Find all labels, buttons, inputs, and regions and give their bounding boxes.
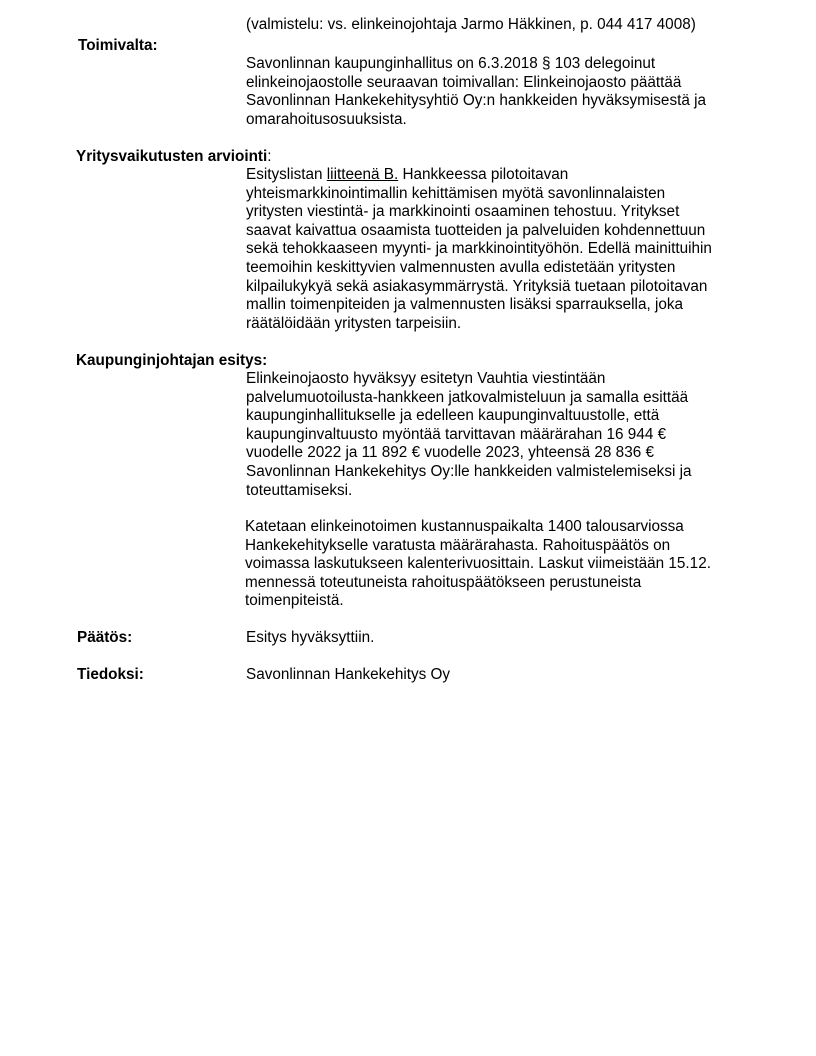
section-body-toimivalta xyxy=(246,55,746,129)
text-line: vuodelle 2022 ja 11 892 € vuodelle 2023, yhteensä 28 836 € xyxy=(246,444,654,462)
text-fragment: Esityslistan xyxy=(246,166,327,183)
section-label-esitys: Kaupunginjohtajan esitys: xyxy=(76,352,268,369)
text-line: kaupunginvaltuusto myöntää tarvittavan määrärahan 16 944 € xyxy=(246,425,667,443)
section-body-tiedoksi xyxy=(246,666,746,685)
text-line: yhteismarkkinointimallin kehittämisen myötä savonlinnalaisten xyxy=(246,184,666,202)
text-line: teemoihin keskittyvien valmennusten avulla edistetään yritysten xyxy=(246,258,676,276)
section-body-esitys-paragraph-2 xyxy=(245,518,745,611)
text-line: yritysten viestintä- ja markkinointi osaaminen tehostuu. Yritykset xyxy=(246,203,680,221)
section-label-text: Yritysvaikutusten arviointi xyxy=(76,148,268,165)
text-line: Savonlinnan Hankekehitys Oy:lle hankkeiden valmistelemiseksi ja xyxy=(246,462,692,480)
text-line: sekä tehokkaaseen myynti- ja markkinointityöhön. Edellä mainittuihin xyxy=(246,240,712,258)
text-line: räätälöidään yritysten tarpeisiin. xyxy=(246,314,462,332)
text-line: palvelumuotoilusta-hankkeen jatkovalmisteluun ja samalla esittää xyxy=(246,388,689,406)
text-line: kaupunginhallitukselle ja edelleen kaupunginvaltuustolle, että xyxy=(246,407,660,425)
text-line: mennessä toteutuneista rahoituspäätökseen perustuneista xyxy=(245,573,642,591)
text-line: kilpailukykyä sekä asiakasymmärrystä. Yrityksiä tuetaan pilotoitavan xyxy=(246,277,708,295)
text-line: saavat kaivattua osaamista tuotteiden ja palveluiden kohdennettuun xyxy=(246,221,706,239)
preparation-note-text: (valmistelu: vs. elinkeinojohtaja Jarmo Häkkinen, p. 044 417 4008) xyxy=(246,16,696,33)
text-line: elinkeinojaostolle seuraavan toimivallan: Elinkeinojaosto päättää xyxy=(246,73,682,91)
attachment-link[interactable]: liitteenä B. xyxy=(326,166,399,183)
preparation-note xyxy=(246,16,746,35)
text-fragment: Hankkeessa pilotoitavan xyxy=(398,166,569,183)
section-label-tiedoksi: Tiedoksi: xyxy=(77,666,144,683)
section-label-yritysvaikutukset xyxy=(76,148,272,167)
text-line: Katetaan elinkeinotoimen kustannuspaikalta 1400 talousarviossa xyxy=(245,518,684,535)
section-label-toimivalta: Toimivalta: xyxy=(78,37,158,54)
section-label-paatos: Päätös: xyxy=(77,629,133,646)
recipient-text: Savonlinnan Hankekehitys Oy xyxy=(246,666,451,683)
decision-text: Esitys hyväksyttiin. xyxy=(246,629,375,646)
section-body-esitys-paragraph-1 xyxy=(246,370,746,500)
text-line: Elinkeinojaosto hyväksyy esitetyn Vauhtia viestintään xyxy=(246,370,606,387)
text-line: mallin toimenpiteiden ja valmennusten lisäksi sparrauksella, joka xyxy=(246,296,684,314)
text-line: toteuttamiseksi. xyxy=(246,481,353,499)
text-line: voimassa laskutukseen kalenterivuosittain. Laskut viimeistään 15.12. xyxy=(245,555,711,573)
text-line: Savonlinnan kaupunginhallitus on 6.3.2018 § 103 delegoinut xyxy=(246,55,656,72)
text-line: toimenpiteistä. xyxy=(245,592,344,610)
section-body-paatos xyxy=(246,629,746,648)
text-line: omarahoitusosuuksista. xyxy=(246,110,407,128)
text-line: Hankekehitykselle varatusta määrärahasta. Rahoituspäätös on xyxy=(245,536,671,554)
text-line: Savonlinnan Hankekehitysyhtiö Oy:n hankkeiden hyväksymisestä ja xyxy=(246,92,707,110)
section-body-yritysvaikutukset xyxy=(246,166,746,333)
label-colon: : xyxy=(267,148,272,165)
text-line xyxy=(246,166,746,185)
